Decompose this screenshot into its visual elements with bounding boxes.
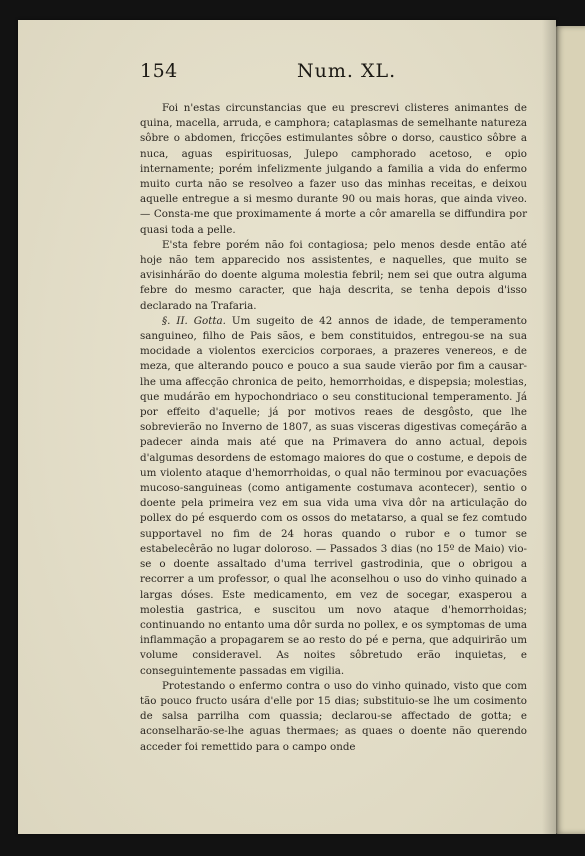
facing-page-edge	[555, 26, 585, 834]
body-text	[140, 101, 527, 755]
paragraph: Protestando o enfermo contra o uso do vinho quinado, visto que com tão pouco fructo usára d'elle por 15 dias; substituio-se lhe um cosimento de salsa parrilha com quassia; declarou-se affectado de gotta; e aconselharão-se-lhe aguas thermaes; as quaes o doente não querendo acceder foi remettido para o campo onde	[140, 679, 527, 753]
section-heading: §. II. Gotta.	[162, 314, 226, 327]
page-number: 154	[140, 60, 178, 82]
paragraph	[140, 314, 527, 679]
page-gutter-shadow	[542, 20, 556, 834]
running-title: Num. XL.	[297, 60, 397, 82]
paragraph-body: Um sugeito de 42 annos de idade, de temperamento sanguineo, filho de Pais sãos, e bem constituidos, entregou-se na sua mocidade a violentos exercicios corporaes, a prazeres venereos, e de meza, que alterando pouco e pouco a sua saude vierão por fim a causar-lhe uma affecção chronica de peito, hemorrhoidas, e dispepsia; molestias, que mudárão em hypochondriaco o seu constitucional temperamento. Já por effeito d'aquelle; já por motivos reaes de desgôsto, que lhe sobrevierão no Inverno de 1807, as suas visceras digestivas começárão a padecer ainda mais até que na Primavera do anno actual, depois d'algumas desordens de estomago maiores do que o costume, e depois de um violento ataque d'hemorrhoidas, o qual não terminou por evacuações mucoso-sanguineas (como antigamente costumava acontecer), sentio o doente pela primeira vez em sua vida uma viva dôr na articulação do pollex do pé esquerdo com os ossos do metatarso, a qual se fez comtudo supportavel no fim de 24 horas quando o rubor e o tumor se estabelecêrão no lugar doloroso. — Passados 3 dias (no 15º de Maio) vio-se o doente assaltado d'uma terrivel gastrodinia, que o obrigou a recorrer a um professor, o qual lhe aconselhou o uso do vinho quinado a largas dóses. Este medicamento, em vez de socegar, exasperou a molestia gastrica, e suscitou um novo ataque d'hemorrhoidas; continuando no entanto uma dôr surda no pollex, e os symptomas de uma inflammação a propagarem se ao resto do pé e perna, que adquirirão um volume consideravel. As noites sôbretudo erão inquietas, e conseguintemente passadas em vigilia.	[140, 314, 527, 677]
paragraph: E'sta febre porém não foi contagiosa; pelo menos desde então até hoje não tem apparecido nos assistentes, e naquelles, que muito se avisinhárão do doente alguma molestia febril; nem sei que outra alguma febre do mesmo caracter, que haja descrita, se tenha depois d'isso declarado na Trafaria.	[140, 238, 527, 312]
paragraph: Foi n'estas circunstancias que eu prescrevi clisteres animantes de quina, macella, arruda, e camphora; cataplasmas de semelhante natureza sôbre o abdomen, fricções estimulantes sôbre o dorso, caustico sôbre a nuca, aguas espirituosas, Julepo camphorado acetoso, e opio internamente; porém infelizmente julgando a familia a vida do enfermo muito curta não se resolveo a fazer uso das minhas receitas, e deixou aquelle entregue a si mesmo durante 90 ou mais horas, que ainda viveo. — Consta-me que proximamente á morte a côr amarella se diffundira por quasi toda a pelle.	[140, 102, 527, 236]
